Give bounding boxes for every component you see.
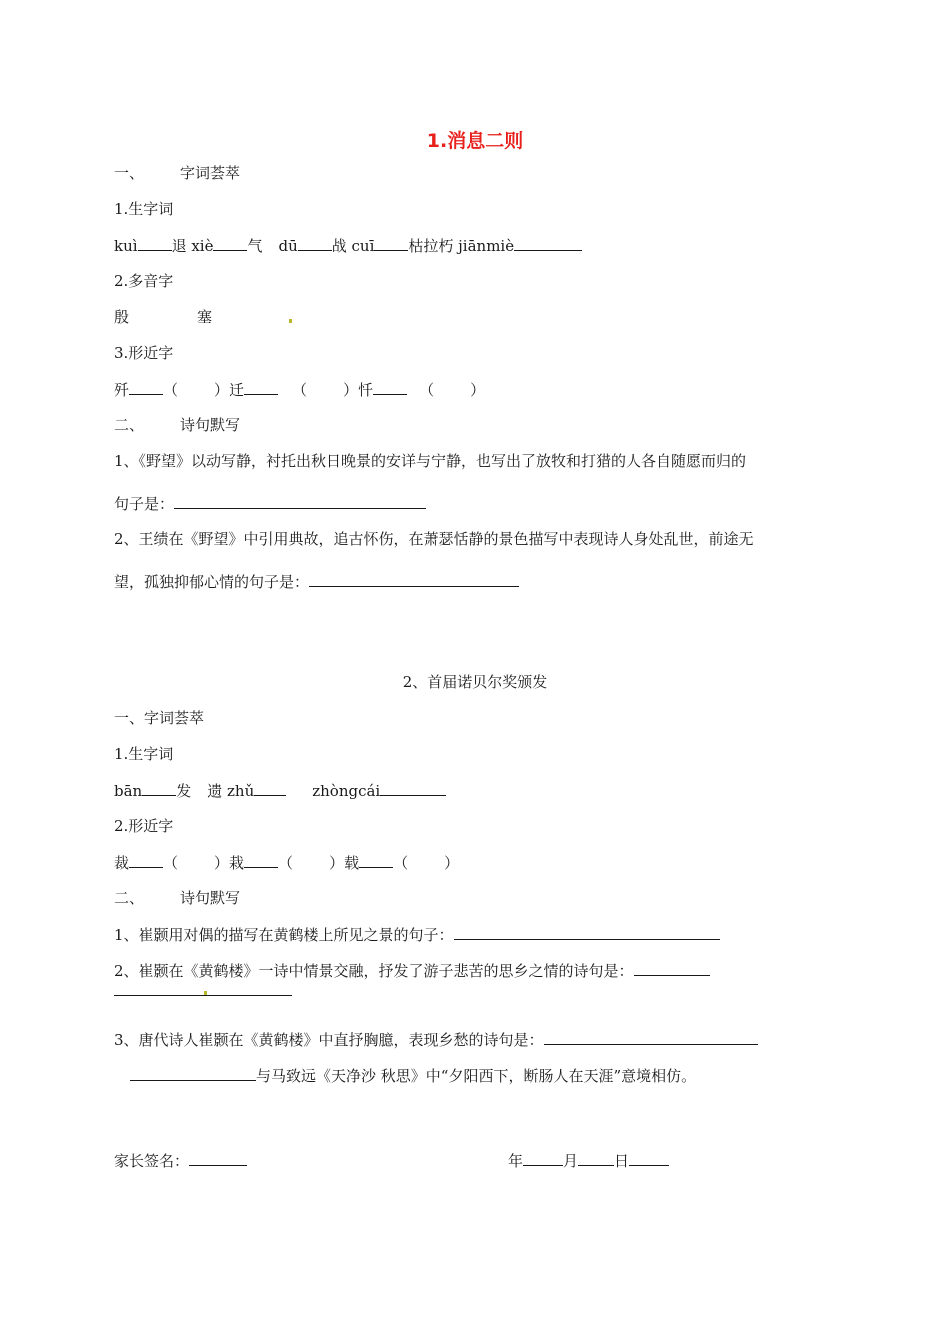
similar-line bbox=[114, 852, 459, 873]
speck-mark bbox=[289, 319, 292, 323]
section-1-heading: 一、字词荟萃 bbox=[114, 709, 205, 727]
polyphone-char: 塞 bbox=[197, 308, 213, 326]
question-2-line-1: 2、王绩在《野望》中引用典故，追古怀伤，在萧瑟恬静的景色描写中表现诗人身处乱世，前途无 bbox=[114, 530, 754, 548]
signature-label: 家长签名： bbox=[114, 1152, 190, 1170]
date-line bbox=[508, 1150, 669, 1171]
answer-blank[interactable] bbox=[254, 780, 286, 796]
subsection-vocab: 1.生字词 bbox=[114, 745, 174, 763]
pinyin: bān bbox=[114, 782, 143, 800]
section-number: 二、 bbox=[114, 889, 145, 907]
subsection-vocab: 1.生字词 bbox=[114, 200, 174, 218]
answer-blank[interactable] bbox=[244, 852, 278, 868]
lesson-2-title: 2、首届诺贝尔奖颁发 bbox=[402, 673, 548, 691]
day-label: 日 bbox=[614, 1152, 630, 1170]
char: 气 bbox=[247, 237, 263, 255]
answer-blank[interactable] bbox=[373, 379, 407, 395]
subsection-similar: 2.形近字 bbox=[114, 817, 174, 835]
answer-blank[interactable] bbox=[374, 235, 408, 251]
answer-blank[interactable] bbox=[380, 780, 446, 796]
answer-blank[interactable] bbox=[213, 235, 247, 251]
section-label: 字词荟萃 bbox=[180, 164, 241, 182]
signature-blank[interactable] bbox=[189, 1150, 247, 1166]
char: ）忏 bbox=[343, 381, 374, 399]
char: ）栽 bbox=[214, 854, 245, 872]
vocab-line bbox=[114, 235, 582, 256]
polyphone-line bbox=[114, 307, 212, 327]
vocab-line bbox=[114, 780, 446, 801]
pinyin: dū bbox=[278, 237, 298, 255]
section-2-heading bbox=[114, 888, 240, 908]
answer-blank[interactable] bbox=[514, 235, 582, 251]
question-1-line bbox=[114, 924, 720, 945]
question-1-line-2 bbox=[114, 493, 426, 514]
day-blank[interactable] bbox=[629, 1150, 669, 1166]
pinyin: 枯拉朽 jiānmiè bbox=[408, 237, 515, 255]
paren: （ bbox=[163, 381, 179, 399]
question-3-line-2 bbox=[130, 1065, 696, 1086]
question-text: 句子是： bbox=[114, 495, 175, 513]
char: ）迁 bbox=[214, 381, 245, 399]
question-3-line-1 bbox=[114, 1029, 758, 1050]
question-text: 望，孤独抑郁心情的句子是： bbox=[114, 573, 310, 591]
month-blank[interactable] bbox=[578, 1150, 614, 1166]
section-number: 一、 bbox=[114, 164, 145, 182]
answer-blank[interactable] bbox=[142, 780, 176, 796]
answer-blank[interactable] bbox=[309, 571, 519, 587]
question-text: 与马致远《天净沙 秋思》中“夕阳西下，断肠人在天涯”意境相仿。 bbox=[256, 1067, 697, 1085]
subsection-polyphone: 2.多音字 bbox=[114, 272, 174, 290]
paren: ） bbox=[470, 381, 486, 399]
answer-blank[interactable] bbox=[454, 924, 720, 940]
speck-mark bbox=[204, 991, 207, 995]
year-label: 年 bbox=[508, 1152, 524, 1170]
polyphone-char: 殷 bbox=[114, 308, 130, 326]
pinyin: kuì bbox=[114, 237, 138, 255]
question-text: 1、崔颢用对偶的描写在黄鹤楼上所见之景的句子： bbox=[114, 926, 454, 944]
answer-blank[interactable] bbox=[114, 980, 292, 996]
section-1-heading bbox=[114, 163, 240, 183]
section-label: 诗句默写 bbox=[180, 416, 241, 434]
pinyin: 战 cuī bbox=[331, 237, 375, 255]
answer-blank[interactable] bbox=[544, 1029, 758, 1045]
char: 歼 bbox=[114, 381, 130, 399]
similar-line bbox=[114, 379, 485, 400]
paren: （ bbox=[278, 854, 294, 872]
char: ）载 bbox=[329, 854, 360, 872]
paren: （ bbox=[292, 381, 308, 399]
paren: （ bbox=[163, 854, 179, 872]
month-label: 月 bbox=[563, 1152, 579, 1170]
answer-blank[interactable] bbox=[244, 379, 278, 395]
question-1-line-1: 1、《野望》以动写静，衬托出秋日晚景的安详与宁静，也写出了放牧和打猎的人各自随愿而归的 bbox=[114, 452, 747, 470]
question-text: 2、崔颢在《黄鹤楼》一诗中情景交融，抒发了游子悲苦的思乡之情的诗句是： bbox=[114, 962, 634, 980]
answer-blank[interactable] bbox=[138, 235, 172, 251]
question-2-line-2 bbox=[114, 571, 519, 592]
char: 裁 bbox=[114, 854, 130, 872]
parent-signature bbox=[114, 1150, 247, 1171]
section-label: 诗句默写 bbox=[180, 889, 241, 907]
answer-blank[interactable] bbox=[359, 852, 393, 868]
subsection-similar: 3.形近字 bbox=[114, 344, 174, 362]
year-blank[interactable] bbox=[523, 1150, 563, 1166]
question-2-line-2 bbox=[114, 980, 292, 1001]
pinyin: 遗 zhǔ bbox=[207, 782, 255, 800]
answer-blank[interactable] bbox=[298, 235, 332, 251]
answer-blank[interactable] bbox=[129, 379, 163, 395]
section-number: 二、 bbox=[114, 416, 145, 434]
char: 发 bbox=[176, 782, 192, 800]
answer-blank[interactable] bbox=[634, 960, 710, 976]
paren: （ bbox=[419, 381, 435, 399]
pinyin: 退 xiè bbox=[171, 237, 214, 255]
lesson-1-title: 1.消息二则 bbox=[426, 130, 524, 152]
answer-blank[interactable] bbox=[130, 1065, 256, 1081]
paren: （ bbox=[393, 854, 409, 872]
answer-blank[interactable] bbox=[129, 852, 163, 868]
answer-blank[interactable] bbox=[174, 493, 426, 509]
question-text: 3、唐代诗人崔颢在《黄鹤楼》中直抒胸臆，表现乡愁的诗句是： bbox=[114, 1031, 544, 1049]
section-2-heading bbox=[114, 415, 240, 435]
paren: ） bbox=[444, 854, 460, 872]
pinyin: zhòngcái bbox=[312, 782, 381, 800]
question-2-line-1 bbox=[114, 960, 710, 981]
